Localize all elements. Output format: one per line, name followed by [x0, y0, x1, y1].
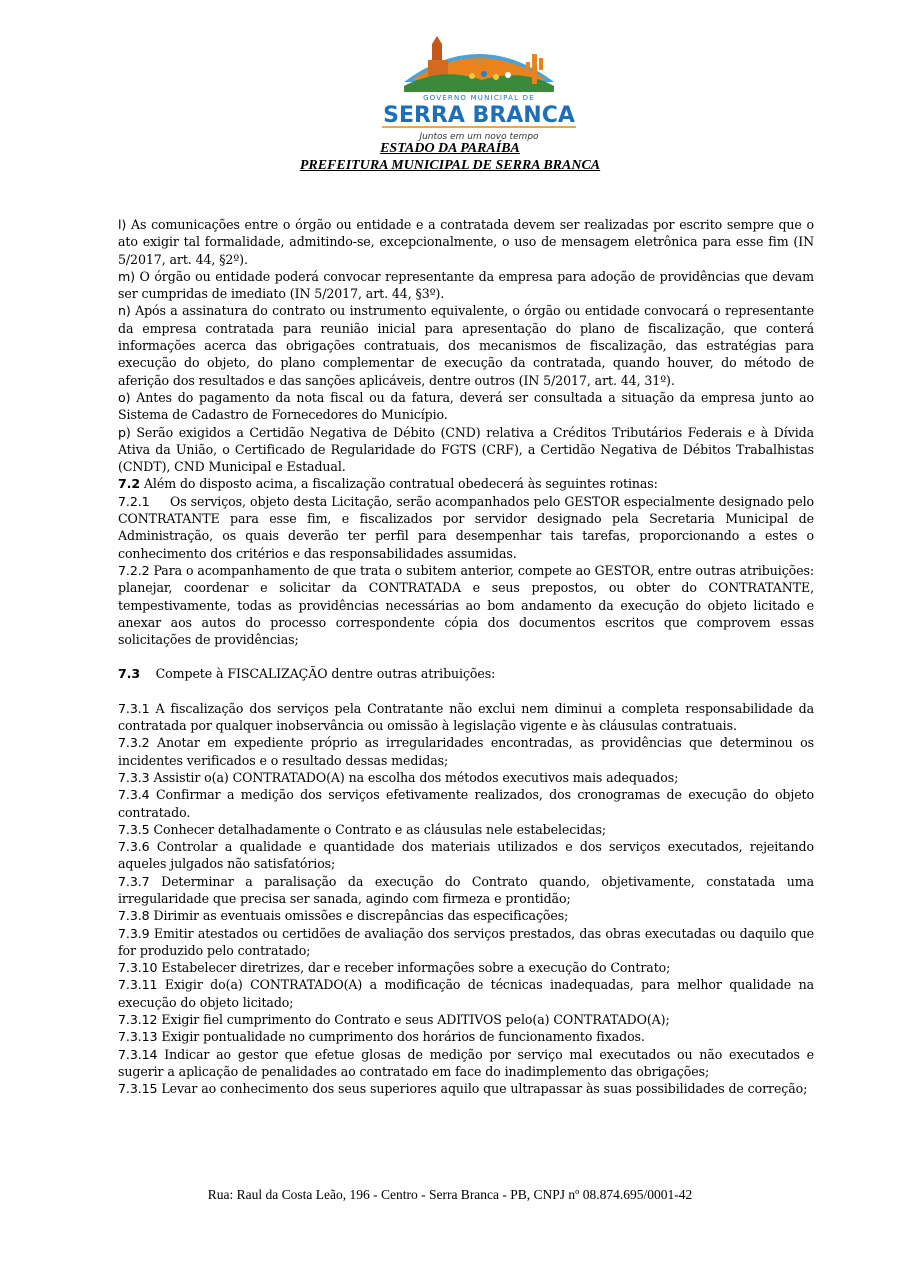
item-number: m): [118, 268, 135, 284]
paragraph-o: [118, 389, 814, 424]
document-body: [118, 216, 818, 1098]
item-text: Antes do pagamento da nota fiscal ou da fatura, deverá ser consultada a situação da empresa junto ao Sistema de Cadastro de Fornecedores do Município.: [118, 389, 814, 423]
item-number: 7.3.15: [118, 1081, 158, 1097]
item-number: p): [118, 424, 131, 440]
item-text: As comunicações entre o órgão ou entidade e a contratada devem ser realizadas por escrito sempre que o ato exigir tal formalidade, admitindo-se, excepcionalmente, o uso de mensagem eletrônica para esse fim (IN 5/2017, art. 44, §2º).: [118, 217, 814, 267]
serra-branca-logo-icon: [372, 30, 586, 150]
section-7-3-4: [118, 786, 814, 821]
section-7-3-2: [118, 734, 814, 769]
section-7-3-1: [118, 700, 814, 735]
item-text: Indicar ao gestor que efetue glosas de medição por serviço mal executados ou não executados e sugerir a aplicação de penalidades ao contratado em face do inadimplemento das obrigações;: [118, 1046, 814, 1079]
item-text: Conhecer detalhadamente o Contrato e as cláusulas nele estabelecidas;: [149, 821, 607, 837]
item-number: 7.3.7: [118, 873, 150, 889]
paragraph-l: [118, 216, 814, 268]
item-number: 7.3.3: [118, 769, 150, 785]
item-text: Controlar a qualidade e quantidade dos materiais utilizados e dos serviços executados, rejeitando aqueles julgados não satisfatórios;: [118, 839, 814, 872]
paragraph-n: [118, 302, 814, 388]
item-number: 7.3.2: [118, 735, 150, 751]
item-text: A fiscalização dos serviços pela Contratante não exclui nem diminui a completa responsabilidade da contratada por qualquer inobservância ou omissão à legislação vigente e às cláusulas contratuais.: [118, 700, 814, 734]
item-text: Além do disposto acima, a fiscalização contratual obedecerá às seguintes rotinas:: [140, 476, 658, 492]
state-title: ESTADO DA PARAÍBA: [380, 141, 520, 156]
item-text: O órgão ou entidade poderá convocar representante da empresa para adoção de providências que devam ser cumpridas de imediato (IN 5/2017, art. 44, §3º).: [118, 268, 814, 302]
section-7-3-5: [118, 821, 814, 838]
item-number: 7.3.9: [118, 925, 150, 941]
item-text: Dirimir as eventuais omissões e discrepâncias das especificações;: [149, 908, 569, 924]
section-7-3-9: [118, 925, 814, 960]
item-number: 7.3.12: [118, 1012, 158, 1028]
item-number: 7.3.8: [118, 908, 150, 924]
section-7-3: [118, 665, 814, 682]
item-text: Levar ao conhecimento dos seus superiores aquilo que ultrapassar às suas possibilidades de correção;: [157, 1081, 808, 1097]
section-7-2-2: [118, 562, 814, 648]
item-text: Os serviços, objeto desta Licitação, serão acompanhados pelo GESTOR especialmente designado pelo CONTRATANTE para esse fim, e fiscalizados por servidor designado pela Secretaria Municipal de Administração, os quais deverão ter perfil para desempenhar tais tarefas, proporcionando a estes o conhecimento dos critérios e das responsabilidades assumidas.: [118, 493, 818, 561]
item-text: Determinar a paralisação da execução do Contrato quando, objetivamente, constatada uma irregularidade que precisa ser sanada, agindo com firmeza e prontidão;: [118, 873, 814, 906]
logo-slogan: Juntos em um novo tempo: [419, 132, 539, 142]
item-number: 7.3.5: [118, 821, 150, 837]
section-7-2-1: [118, 493, 818, 562]
logo-line1: GOVERNO MUNICIPAL DE: [423, 94, 535, 102]
item-text: Serão exigidos a Certidão Negativa de Débito (CND) relativa a Créditos Tributários Federais e à Dívida Ativa da União, o Certificado de Regularidade do FGTS (CRF), a Certidão Negativa de Débitos Trabalhistas (CNDT), CND Municipal e Estadual.: [118, 424, 814, 475]
section-7-3-13: [118, 1028, 814, 1045]
logo-cactus-icon: [532, 54, 537, 84]
section-7-3-6: [118, 838, 814, 873]
item-number: 7.3.4: [118, 787, 150, 803]
paragraph-m: [118, 268, 814, 303]
section-7-3-11: [118, 976, 814, 1011]
section-7-3-3: [118, 769, 814, 786]
item-text: Compete à FISCALIZAÇÃO dentre outras atribuições:: [140, 666, 496, 682]
item-number: 7.2: [118, 476, 141, 492]
item-text: Para o acompanhamento de que trata o subitem anterior, compete ao GESTOR, entre outras atribuições: planejar, coordenar e solicitar da CONTRATADA e seus prepostos, ou obter do CONTRATANTE, tempestivamente, todas as providências necessárias ao bom andamento da execução do objeto licitado e anexar aos autos do processo correspondente cópia dos documentos escritos que comprovem essas solicitações de providências;: [118, 562, 814, 648]
item-number: n): [118, 303, 131, 319]
item-number: 7.3.11: [118, 977, 158, 993]
item-number: 7.3.13: [118, 1029, 158, 1045]
section-7-2: [118, 475, 814, 492]
item-number: 7.3.10: [118, 960, 158, 976]
item-text: Estabelecer diretrizes, dar e receber informações sobre a execução do Contrato;: [157, 960, 671, 976]
item-text: Anotar em expediente próprio as irregularidades encontradas, as providências que determinou os incidentes verificados e o resultado dessas medidas;: [118, 735, 814, 768]
item-number: 7.3.6: [118, 839, 150, 855]
item-text: Confirmar a medição dos serviços efetivamente realizados, dos cronogramas de execução do objeto contratado.: [118, 787, 814, 820]
section-7-3-15: [118, 1080, 814, 1097]
item-number: 7.2.2: [118, 562, 150, 578]
item-text: Exigir do(a) CONTRATADO(A) a modificação de técnicas inadequadas, para melhor qualidade na execução do objeto licitado;: [118, 977, 814, 1010]
logo-line2: SERRA BRANCA: [383, 103, 575, 128]
section-7-3-7: [118, 873, 814, 908]
item-text: Após a assinatura do contrato ou instrumento equivalente, o órgão ou entidade convocará o representante da empresa contratada para reunião inicial para apresentação do plano de fiscalização, que conterá informações acerca das obrigações contratuais, dos mecanismos de fiscalização, das estratégias para execução do objeto, do plano complementar de execução da contratada, quando houver, do método de aferição dos resultados e das sanções aplicáveis, dentre outros (IN 5/2017, art. 44, 31º).: [118, 303, 814, 388]
section-7-3-8: [118, 907, 814, 924]
item-text: Assistir o(a) CONTRATADO(A) na escolha dos métodos executivos mais adequados;: [149, 769, 679, 785]
prefeitura-title: PREFEITURA MUNICIPAL DE SERRA BRANCA: [299, 158, 601, 173]
item-number: 7.3.14: [118, 1046, 158, 1062]
section-7-3-10: [118, 959, 814, 976]
item-number: 7.3.1: [118, 700, 150, 716]
item-number: 7.3: [118, 666, 141, 682]
section-7-3-12: [118, 1011, 814, 1028]
section-7-3-14: [118, 1046, 814, 1081]
page-footer-address: Rua: Raul da Costa Leão, 196 - Centro - Serra Branca - PB, CNPJ nº 08.874.695/0001-42: [207, 1187, 693, 1202]
item-text: Exigir fiel cumprimento do Contrato e seus ADITIVOS pelo(a) CONTRATADO(A);: [157, 1012, 670, 1028]
paragraph-p: [118, 424, 814, 476]
item-number: o): [118, 389, 131, 405]
item-text: Exigir pontualidade no cumprimento dos horários de funcionamento fixados.: [157, 1029, 645, 1045]
item-number: 7.2.1: [118, 493, 150, 509]
municipal-logo: [372, 30, 586, 150]
item-number: l): [118, 217, 127, 232]
item-text: Emitir atestados ou certidões de avaliação dos serviços prestados, das obras executadas ou daquilo que for produzido pelo contratado;: [118, 925, 814, 958]
